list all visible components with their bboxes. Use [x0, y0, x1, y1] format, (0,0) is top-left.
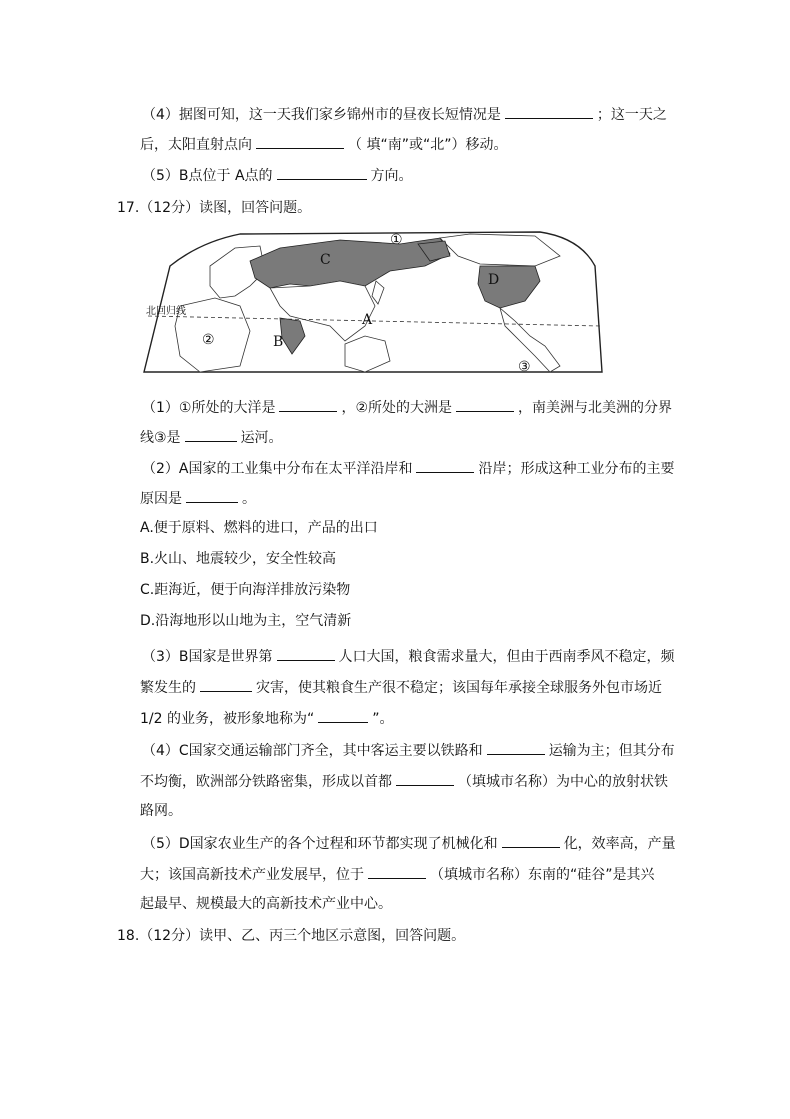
answer-blank[interactable] [456, 396, 514, 412]
answer-blank[interactable] [279, 396, 337, 412]
q17-part2-line2: 原因是 。 [140, 487, 256, 509]
q16-part5: （5）B点位于 A点的 方向。 [142, 164, 413, 186]
answer-blank[interactable] [256, 133, 344, 149]
answer-blank[interactable] [487, 739, 545, 755]
q17-part4-line3: 路网。 [140, 803, 182, 819]
q17-option-d: D.沿海地形以山地为主，空气清新 [140, 613, 352, 629]
q17-part3-line2: 繁发生的 灾害，使其粮食生产很不稳定；该国每年承接全球服务外包市场近 [140, 676, 662, 698]
label-b: B [273, 334, 284, 350]
answer-blank[interactable] [318, 707, 368, 723]
q17-part5-line2: 大；该国高新技术产业发展早，位于 （填城市名称）东南的“硅谷”是其兴 [140, 863, 655, 885]
answer-blank[interactable] [416, 457, 474, 473]
q17-option-b: B.火山、地震较少，安全性较高 [140, 551, 337, 567]
answer-blank[interactable] [368, 863, 426, 879]
label-d: D [488, 272, 500, 288]
answer-blank[interactable] [185, 426, 237, 442]
answer-blank[interactable] [396, 770, 454, 786]
q17-option-c: C.距海近，便于向海洋排放污染物 [140, 582, 351, 598]
q16-part4-line1: （4）据图可知，这一天我们家乡锦州市的昼夜长短情况是 ；这一天之 [142, 103, 667, 125]
q18-header: 18.（12分）读甲、乙、丙三个地区示意图，回答问题。 [117, 928, 466, 944]
answer-blank[interactable] [200, 676, 252, 692]
q17-part5-line1: （5）D国家农业生产的各个过程和环节都实现了机械化和 化，效率高，产量 [142, 832, 676, 854]
q17-header: 17.（12分）读图，回答问题。 [117, 200, 312, 216]
q17-part2-line1: （2）A国家的工业集中分布在太平洋沿岸和 沿岸；形成这种工业分布的主要 [142, 457, 674, 479]
q17-part3-line3: 1/2 的业务，被形象地称为“ ”。 [140, 707, 394, 729]
label-c: C [320, 252, 331, 268]
answer-blank[interactable] [505, 103, 593, 119]
q16-part4-line2: 后，太阳直射点向 （ 填“南”或“北”）移动。 [140, 133, 507, 155]
label-circle1: ① [390, 232, 403, 248]
q17-option-a: A.便于原料、燃料的进口，产品的出口 [140, 520, 378, 536]
answer-blank[interactable] [186, 487, 238, 503]
q17-part3-line1: （3）B国家是世界第 人口大国，粮食需求量大，但由于西南季风不稳定，频 [142, 645, 675, 667]
answer-blank[interactable] [277, 164, 367, 180]
q17-part1-line1: （1）①所处的大洋是 ，②所处的大洲是 ，南美洲与北美洲的分界 [142, 396, 672, 418]
q17-part1-line2: 线③是 运河。 [140, 426, 283, 448]
q17-part5-line3: 起最早、规模最大的高新技术产业中心。 [140, 896, 392, 912]
answer-blank[interactable] [502, 832, 560, 848]
tropic-label: 北回归线 [146, 306, 186, 317]
label-circle2: ② [202, 332, 215, 348]
q17-part4-line2: 不均衡，欧洲部分铁路密集，形成以首都 （填城市名称）为中心的放射状铁 [140, 770, 668, 792]
q17-part4-line1: （4）C国家交通运输部门齐全，其中客运主要以铁路和 运输为主；但其分布 [142, 739, 675, 761]
label-a: A [362, 312, 373, 328]
label-circle3: ③ [518, 359, 531, 375]
world-map [140, 226, 604, 376]
answer-blank[interactable] [277, 645, 335, 661]
